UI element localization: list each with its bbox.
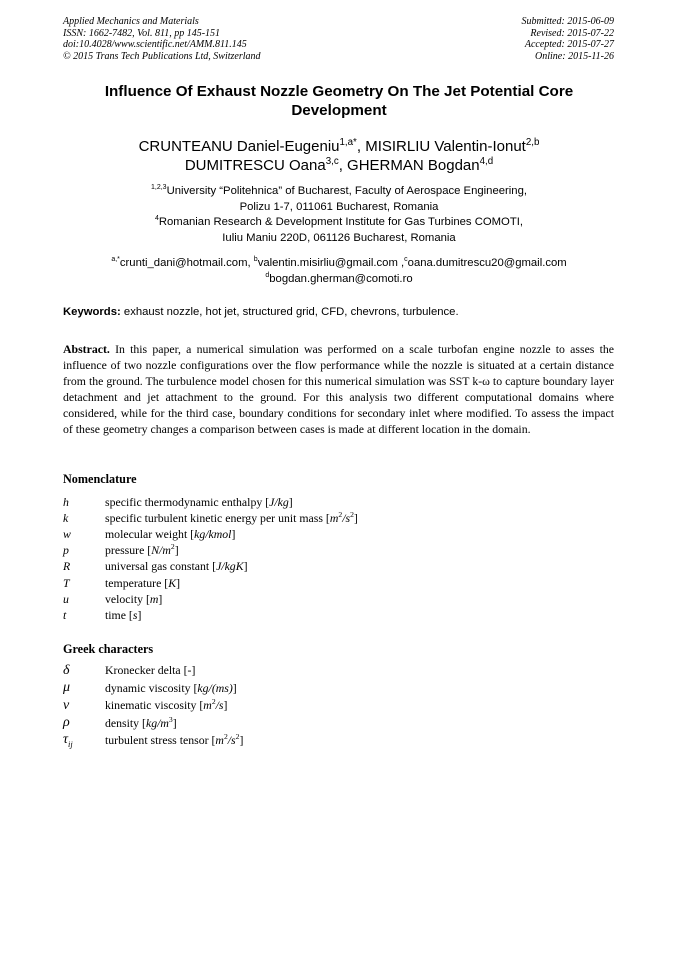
- nomenclature-unit: m: [149, 591, 159, 606]
- author-name: DUMITRESCU Oana: [184, 157, 326, 174]
- nomenclature-symbol: k: [63, 510, 69, 525]
- author-list: [80, 137, 598, 175]
- paper-title: [80, 82, 598, 120]
- online-date: Online: 2015-11-26: [535, 50, 614, 62]
- nomenclature-unit: N/m: [151, 543, 171, 558]
- nomenclature-description: temperature [K]: [105, 575, 181, 590]
- greek-row: [63, 715, 563, 733]
- author-name: GHERMAN Bogdan: [347, 157, 480, 174]
- affiliations: [80, 184, 598, 246]
- greek-heading: Greek characters: [63, 642, 154, 656]
- author-line-1: CRUNTEANU Daniel-Eugeniu$^{1,a*}$, MISIRLIU Valentin-Ionut$^{2,b}$: [138, 137, 540, 155]
- greek-description: kinematic viscosity $[m^2/s]$: [105, 697, 228, 713]
- nomenclature-row: [63, 575, 563, 591]
- copyright-line: © 2015 Trans Tech Publications Ltd, Switzerland: [63, 50, 261, 62]
- greek-unit: kg/(ms): [197, 680, 233, 695]
- author-sup: 1,a*: [339, 137, 357, 148]
- nomenclature-unit: kg/kmol: [194, 526, 232, 541]
- affiliation-text: Romanian Research & Development Institute for Gas Turbines COMOTI,: [158, 216, 524, 228]
- nomenclature-symbol: u: [63, 591, 69, 606]
- nomenclature-row: [63, 543, 563, 559]
- greek-unit: /s: [227, 733, 236, 748]
- email-link[interactable]: crunti_dani@hotmail.com,: [119, 257, 251, 269]
- nomenclature-description: molecular weight [kg/kmol]: [105, 526, 236, 541]
- nomenclature-unit-sup: 2: [350, 509, 354, 519]
- nomenclature-unit-sup: 2: [170, 542, 175, 552]
- author-line-2: DUMITRESCU Oana$^{3,c}$, GHERMAN Bogdan$^{4,d}$: [184, 156, 494, 174]
- nomenclature-symbol: h: [63, 494, 69, 509]
- greek-description: Kronecker delta [-]: [105, 663, 196, 678]
- email-line-2: [60, 272, 618, 288]
- title-line-1: Influence Of Exhaust Nozzle Geometry On The Jet Potential Core: [104, 83, 574, 100]
- nomenclature-row: [63, 510, 563, 526]
- email-sup: d: [265, 271, 270, 279]
- nomenclature-unit: J/kgK: [216, 559, 244, 574]
- author-name: MISIRLIU Valentin-Ionut: [365, 138, 526, 155]
- affiliation-2-line-1: [80, 215, 598, 231]
- nomenclature-row: [63, 591, 563, 607]
- affiliation-sup: 1,2,3: [150, 184, 167, 192]
- doi-line: doi:10.4028/www.scientific.net/AMM.811.145: [63, 39, 247, 50]
- greek-description: dynamic viscosity [kg/(ms)]: [105, 680, 237, 695]
- author-sup: 3,c: [325, 156, 339, 167]
- nomenclature-unit: J/kg: [269, 494, 289, 509]
- email-line-1: [60, 256, 618, 272]
- journal-name: Applied Mechanics and Materials: [63, 16, 199, 27]
- affiliation-2-line-2: Iuliu Maniu 220D, 061126 Bucharest, Romania: [222, 231, 456, 244]
- greek-unit: m: [203, 698, 212, 713]
- greek-unit: /s: [215, 698, 224, 713]
- greek-symbol: ρ: [63, 715, 70, 731]
- greek-row: [63, 732, 563, 750]
- keywords-text: exhaust nozzle, hot jet, structured grid, CFD, chevrons, turbulence.: [123, 306, 459, 318]
- nomenclature-row: [63, 494, 563, 510]
- nomenclature-row: [63, 559, 563, 575]
- nomenclature-row: [63, 607, 563, 623]
- nomenclature-description: velocity [m]: [105, 591, 163, 606]
- nomenclature-list: [63, 494, 563, 624]
- greek-symbol: δ: [63, 662, 70, 678]
- abstract: [63, 342, 614, 437]
- greek-symbol: μ: [63, 680, 71, 696]
- abstract-text: In this paper, a numerical simulation was performed on a scale turbofan engine nozzle to asses the influence of two nozzle configurations over the flow performance while the nozzle is situated at a certain distance from the ground. The turbulence model chosen for this numerical simulation was SST k-ω to capture boundary layer detachment and jet attachment to the ground. For this analysis two different computational domains where considered, while for the third case, boundary conditions for secondary inlet where modified. To assess the impact of these geometry changes a comparison between cases is made at different location in the domain.: [63, 342, 614, 436]
- greek-description: turbulent stress tensor $[m^2/s^2]$: [105, 732, 244, 748]
- author-name: CRUNTEANU Daniel-Eugeniu: [138, 138, 340, 155]
- greek-unit-sup: 2: [211, 697, 216, 707]
- author-sup: 4,d: [479, 156, 494, 167]
- nomenclature-unit: /s: [342, 510, 351, 525]
- dates-info: [522, 16, 615, 62]
- greek-unit-sup: 3: [168, 714, 173, 724]
- nomenclature-unit: m: [329, 510, 339, 525]
- nomenclature-symbol: T: [63, 575, 70, 590]
- nomenclature-unit: s: [132, 607, 138, 622]
- greek-symbol: $\tau_{ij}$: [63, 732, 73, 750]
- greek-unit: m: [215, 733, 224, 748]
- affiliation-1-line-1: [80, 184, 598, 200]
- nomenclature-symbol: w: [63, 526, 71, 541]
- greek-row: [63, 680, 563, 698]
- author-sup: 2,b: [525, 137, 540, 148]
- submitted-date: Submitted: 2015-06-09: [521, 16, 614, 27]
- email-sup: b: [253, 256, 258, 264]
- greek-description: density $[kg/m^3]$: [105, 714, 177, 730]
- keywords: [63, 305, 615, 320]
- nomenclature-description: specific turbulent kinetic energy per unit mass $[m^2/s^2]$: [105, 509, 358, 525]
- email-sup: c: [404, 256, 408, 264]
- issn-line: ISSN: 1662-7482, Vol. 811, pp 145-151: [63, 27, 221, 39]
- greek-symbol-sub: ij: [68, 740, 73, 750]
- journal-info: [63, 16, 261, 62]
- accepted-date: Accepted: 2015-07-27: [524, 39, 614, 50]
- nomenclature-description: specific thermodynamic enthalpy [J/kg]: [105, 494, 293, 509]
- abstract-label: Abstract.: [63, 342, 110, 356]
- affiliation-sup: 4: [154, 215, 159, 223]
- nomenclature-heading: Nomenclature: [63, 472, 137, 486]
- nomenclature-symbol: R: [63, 559, 71, 574]
- greek-list: [63, 662, 563, 750]
- greek-row: [63, 662, 563, 680]
- email-list: [60, 256, 618, 287]
- nomenclature-unit-sup: 2: [338, 509, 343, 519]
- nomenclature-unit: K: [168, 575, 177, 590]
- nomenclature-description: pressure $[N/m^2]$: [105, 542, 179, 558]
- email-link[interactable]: valentin.misirliu@gmail.com ,: [257, 257, 405, 269]
- revised-date: Revised: 2015-07-22: [530, 27, 614, 39]
- greek-symbol: ν: [63, 697, 70, 713]
- affiliation-text: University “Politehnica” of Bucharest, Faculty of Aerospace Engineering,: [166, 185, 527, 197]
- nomenclature-symbol: t: [63, 607, 67, 622]
- email-link[interactable]: bogdan.gherman@comoti.ro: [269, 272, 413, 285]
- nomenclature-description: universal gas constant [J/kgK]: [105, 559, 248, 574]
- greek-unit-sup: 2: [235, 732, 240, 742]
- greek-row: [63, 697, 563, 715]
- email-sup: a,*: [111, 256, 120, 264]
- nomenclature-description: time [s]: [105, 607, 142, 622]
- affiliation-1-line-2: Polizu 1-7, 011061 Bucharest, Romania: [239, 200, 439, 213]
- greek-unit: kg/m: [145, 715, 169, 730]
- greek-unit-sup: 2: [223, 732, 228, 742]
- keywords-label: Keywords:: [63, 306, 121, 318]
- title-line-2: Development: [291, 102, 387, 119]
- nomenclature-row: [63, 526, 563, 542]
- nomenclature-symbol: p: [63, 543, 69, 558]
- email-link[interactable]: oana.dumitrescu20@gmail.com: [407, 257, 567, 269]
